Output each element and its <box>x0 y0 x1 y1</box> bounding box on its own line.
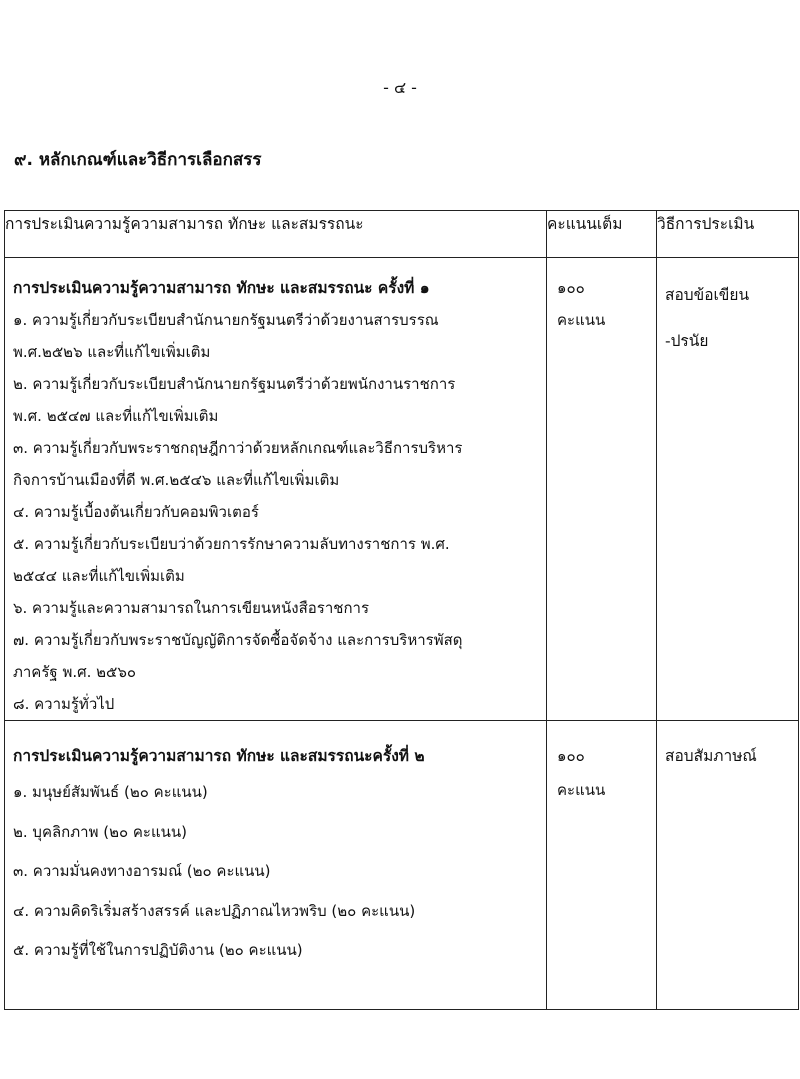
table-row <box>5 258 799 721</box>
list-item: ๒. บุคลิกภาพ (๒๐ คะแนน) <box>13 822 188 841</box>
table-row <box>5 721 799 1010</box>
list-item: ๑. ความรู้เกี่ยวกับระเบียบสำนักนายกรัฐมนตรีว่าด้วยงานสารบรรณ <box>13 311 439 329</box>
round-2-title: การประเมินความรู้ความสามารถ ทักษะ และสมรรถนะครั้งที่ ๒ <box>13 747 425 765</box>
score-cell <box>547 721 657 1010</box>
method-line: สอบสัมภาษณ์ <box>665 747 757 765</box>
score-unit: คะแนน <box>557 781 606 799</box>
list-item: ๒. ความรู้เกี่ยวกับระเบียบสำนักนายกรัฐมนตรีว่าด้วยพนักงานราชการ <box>13 375 456 393</box>
list-item: กิจการบ้านเมืองที่ดี พ.ศ.๒๕๔๖ และที่แก้ไขเพิ่มเติม <box>13 471 340 489</box>
header-assessment: การประเมินความรู้ความสามารถ ทักษะ และสมรรถนะ <box>5 211 547 258</box>
score-unit: คะแนน <box>557 311 606 329</box>
list-item: ๓. ความมั่นคงทางอารมณ์ (๒๐ คะแนน) <box>13 862 271 880</box>
list-item: ๔. ความคิดริเริ่มสร้างสรรค์ และปฏิภาณไหวพริบ (๒๐ คะแนน) <box>13 901 416 920</box>
header-method: วิธีการประเมิน <box>657 211 799 258</box>
selection-criteria-table <box>4 210 799 1010</box>
round-1-title: การประเมินความรู้ความสามารถ ทักษะ และสมรรถนะ ครั้งที่ ๑ <box>13 279 430 297</box>
list-item: ๒๕๔๔ และที่แก้ไขเพิ่มเติม <box>13 567 185 585</box>
header-full-score: คะแนนเต็ม <box>547 211 657 258</box>
list-item: ๘. ความรู้ทั่วไป <box>13 695 115 713</box>
list-item: พ.ศ. ๒๕๔๗ และที่แก้ไขเพิ่มเติม <box>13 407 219 425</box>
list-item: ๔. ความรู้เบื้องต้นเกี่ยวกับคอมพิวเตอร์ <box>13 503 259 521</box>
score-cell <box>547 258 657 721</box>
assessment-cell <box>5 721 547 1010</box>
section-title: ๙. หลักเกณฑ์และวิธีการเลือกสรร <box>14 150 262 170</box>
method-line: -ปรนัย <box>665 332 709 350</box>
score-value: ๑๐๐ <box>557 279 585 297</box>
method-cell <box>657 721 799 1010</box>
list-item: ๖. ความรู้และความสามารถในการเขียนหนังสือราชการ <box>13 599 370 617</box>
score-value: ๑๐๐ <box>557 747 585 765</box>
method-cell <box>657 258 799 721</box>
list-item: ๕. ความรู้ที่ใช้ในการปฏิบัติงาน (๒๐ คะแนน) <box>13 941 303 959</box>
list-item: ๗. ความรู้เกี่ยวกับพระราชบัญญัติการจัดซื้อจัดจ้าง และการบริหารพัสดุ <box>13 631 463 649</box>
page-number: - ๔ - <box>383 78 417 97</box>
method-line: สอบข้อเขียน <box>665 286 750 304</box>
assessment-cell <box>5 258 547 721</box>
table-header-row <box>5 211 799 258</box>
list-item: พ.ศ.๒๕๒๖ และที่แก้ไขเพิ่มเติม <box>13 343 211 361</box>
list-item: ๓. ความรู้เกี่ยวกับพระราชกฤษฎีกาว่าด้วยหลักเกณฑ์และวิธีการบริหาร <box>13 439 463 457</box>
list-item: ภาครัฐ พ.ศ. ๒๕๖๐ <box>13 663 137 681</box>
list-item: ๑. มนุษย์สัมพันธ์ (๒๐ คะแนน) <box>13 783 208 801</box>
list-item: ๕. ความรู้เกี่ยวกับระเบียบว่าด้วยการรักษาความลับทางราชการ พ.ศ. <box>13 535 450 553</box>
